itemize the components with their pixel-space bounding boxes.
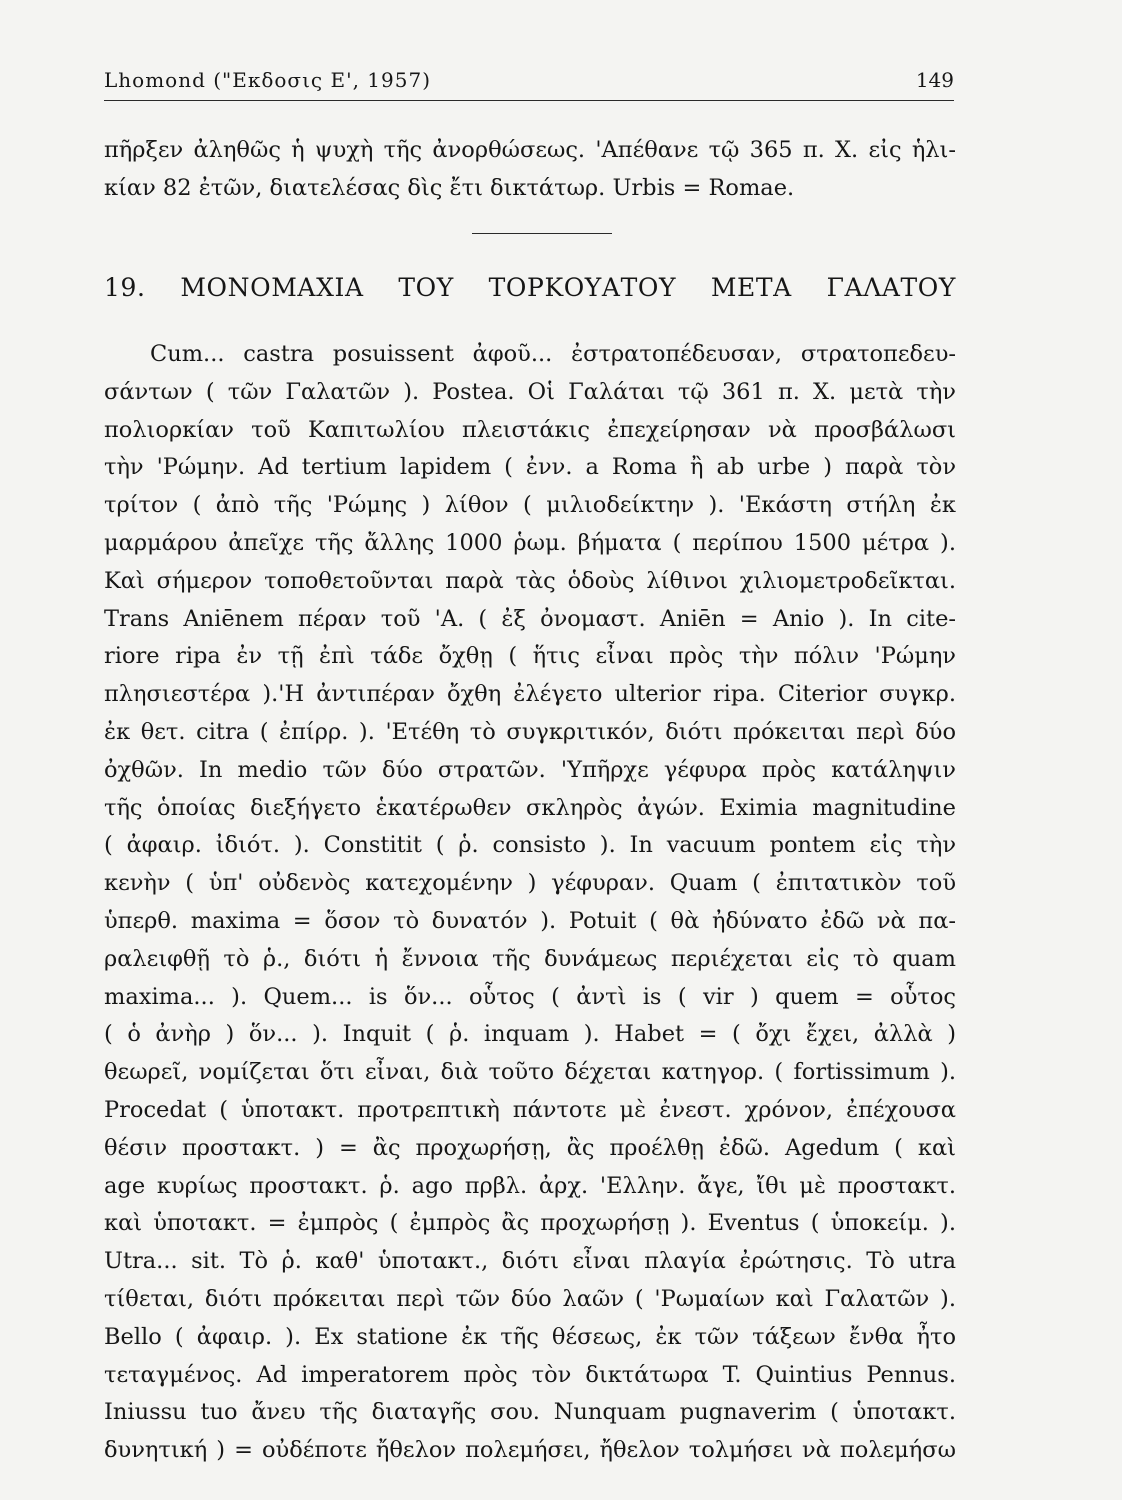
text-line: τεταγμένος. Ad imperatorem πρὸς τὸν δικτάτωρα T. Quintius Pennus. (104, 1361, 956, 1388)
text-line: ὀχθῶν. In medio τῶν δύο στρατῶν. 'Υπῆρχε γέφυρα πρὸς κατάληψιν (104, 756, 956, 783)
text-line: ( ἀφαιρ. ἰδιότ. ). Constitit ( ῥ. consisto ). In vacuum pontem εἰς τὴν (104, 832, 956, 859)
text-line: Bello ( ἀφαιρ. ). Ex statione ἐκ τῆς θέσεως, ἐκ τῶν τάξεων ἔνθα ἦτο (104, 1323, 956, 1350)
running-head (104, 66, 954, 101)
text-line: maxima... ). Quem... is ὅν... οὗτος ( ἀντὶ is ( vir ) quem = οὗτος (104, 983, 956, 1010)
text-line: riore ripa ἐν τῇ ἐπὶ τάδε ὄχθῃ ( ἥτις εἶναι πρὸς τὴν πόλιν 'Ρώμην (104, 643, 956, 670)
text-line: Iniussu tuo ἄνευ τῆς διαταγῆς σου. Nunquam pugnaverim ( ὑποτακτ. (104, 1399, 956, 1426)
text-line: Procedat ( ὑποτακτ. προτρεπτικὴ πάντοτε μὲ ἐνεστ. χρόνον, ἐπέχουσα (104, 1096, 956, 1123)
text-line: Utra... sit. Τὸ ῥ. καθ' ὑποτακτ., διότι εἶναι πλαγία ἐρώτησις. Τὸ utra (104, 1248, 956, 1275)
section-divider (472, 233, 612, 234)
text-line: Καὶ σήμερον τοποθετοῦνται παρὰ τὰς ὁδοὺς λίθινοι χιλιομετροδεῖκται. (104, 567, 956, 594)
text-line: τῆς ὁποίας διεξήγετο ἑκατέρωθεν σκληρὸς ἀγών. Eximia magnitudine (104, 794, 956, 821)
section-heading: 19. ΜΟΝΟΜΑΧΙΑ ΤΟΥ ΤΟΡΚΟΥΑΤΟΥ ΜΕΤΑ ΓΑΛΑΤΟΥ (104, 273, 956, 302)
text-line: πολιορκίαν τοῦ Καπιτωλίου πλειστάκις ἐπεχείρησαν νὰ προσβάλωσι (104, 416, 956, 443)
text-line: τρίτον ( ἀπὸ τῆς 'Ρώμης ) λίθον ( μιλιοδείκτην ). 'Εκάστη στήλη ἐκ (104, 492, 956, 519)
commentary-paragraph (104, 336, 956, 1470)
text-line: πῆρξεν ἀληθῶς ἡ ψυχὴ τῆς ἀνορθώσεως. 'Απέθανε τῷ 365 π. Χ. εἰς ἡλι- (104, 137, 956, 163)
text-line: ( ὁ ἀνὴρ ) ὅν... ). Inquit ( ῥ. inquam ). Habet = ( ὄχι ἔχει, ἀλλὰ ) (104, 1021, 956, 1048)
text-line: κίαν 82 ἐτῶν, διατελέσας δὶς ἔτι δικτάτωρ. Urbis = Romae. (104, 174, 795, 201)
intro-paragraph (104, 132, 956, 208)
text-line: δυνητική ) = οὐδέποτε ἤθελον πολεμήσει, ἤθελον τολμήσει νὰ πολεμήσω (104, 1437, 956, 1464)
text-line: ὑπερθ. maxima = ὅσον τὸ δυνατόν ). Potuit ( θὰ ἠδύνατο ἐδῶ νὰ πα- (104, 907, 956, 934)
text-line: ραλειφθῇ τὸ ῥ., διότι ἡ ἔννοια τῆς δυνάμεως περιέχεται εἰς τὸ quam (104, 945, 956, 972)
text-line: Trans Aniēnem πέραν τοῦ 'Α. ( ἐξ ὀνομαστ. Aniēn = Anio ). In cite- (104, 605, 956, 632)
text-line: καὶ ὑποτακτ. = ἐμπρὸς ( ἐμπρὸς ἂς προχωρήσῃ ). Eventus ( ὑποκείμ. ). (104, 1210, 956, 1237)
text-line: πλησιεστέρα ).'Η ἀντιπέραν ὄχθη ἐλέγετο ulterior ripa. Citerior συγκρ. (104, 681, 956, 708)
text-line: Cum... castra posuissent ἀφοῦ... ἐστρατοπέδευσαν, στρατοπεδευ- (150, 341, 956, 367)
text-line: σάντων ( τῶν Γαλατῶν ). Postea. Οἱ Γαλάται τῷ 361 π. Χ. μετὰ τὴν (104, 378, 956, 405)
text-line: θεωρεῖ, νομίζεται ὅτι εἶναι, διὰ τοῦτο δέχεται κατηγορ. ( fortissimum ). (104, 1059, 956, 1086)
text-line: κενὴν ( ὑπ' οὐδενὸς κατεχομένην ) γέφυραν. Quam ( ἐπιτατικὸν τοῦ (104, 870, 956, 897)
running-head-title: Lhomond ("Εκδοσις Ε', 1957) (104, 68, 431, 92)
text-line: ἐκ θετ. citra ( ἐπίρρ. ). 'Ετέθη τὸ συγκριτικόν, διότι πρόκειται περὶ δύο (104, 718, 956, 745)
text-line: τίθεται, διότι πρόκειται περὶ τῶν δύο λαῶν ( 'Ρωμαίων καὶ Γαλατῶν ). (104, 1285, 956, 1312)
text-line: μαρμάρου ἀπεῖχε τῆς ἄλλης 1000 ῥωμ. βήματα ( περίπου 1500 μέτρα ). (104, 529, 956, 556)
text-line: τὴν 'Ρώμην. Ad tertium lapidem ( ἐνν. a Roma ἢ ab urbe ) παρὰ τὸν (104, 454, 956, 481)
text-line: age κυρίως προστακτ. ῥ. ago πρβλ. ἀρχ. 'Ελλην. ἄγε, ἴθι μὲ προστακτ. (104, 1172, 956, 1199)
page-number: 149 (915, 68, 954, 92)
text-line: θέσιν προστακτ. ) = ἂς προχωρήσῃ, ἂς προέλθῃ ἐδῶ. Agedum ( καὶ (104, 1134, 956, 1161)
